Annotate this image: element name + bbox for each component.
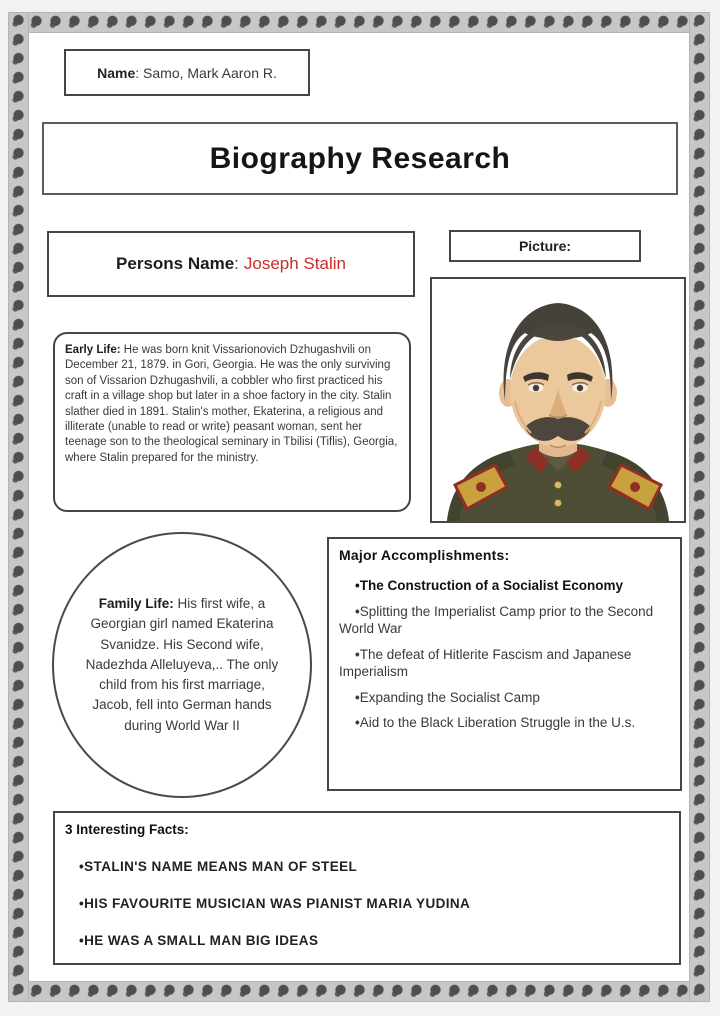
picture-label: Picture: — [518, 238, 572, 254]
decorative-border-top — [8, 12, 710, 33]
family-life-text: His first wife, a Georgian girl named Ekaterina Svanidze. His Second wife, Nadezhda Alleluyeva,.. The only child from his first marriage, Jacob, fell into German hands during World War II — [85, 596, 279, 733]
persons-name-field — [47, 231, 415, 297]
family-life-section — [52, 532, 312, 798]
picture-label-box — [449, 230, 641, 262]
accomplishment-item: • Splitting the Imperialist Camp prior to the Second World War — [339, 603, 670, 638]
family-life-label: Family Life: — [98, 596, 174, 612]
accomplishment-item: • The Construction of a Socialist Economy — [339, 577, 670, 595]
fact-item: • HE WAS A SMALL MAN BIG IDEAS — [79, 933, 669, 948]
persons-name-separator: : — [234, 254, 239, 273]
early-life-section — [53, 332, 411, 512]
decorative-border-right — [689, 12, 710, 1002]
interesting-facts-section — [53, 811, 681, 965]
accomplishment-item: • Expanding the Socialist Camp — [339, 689, 670, 707]
decorative-border-left — [8, 12, 29, 1002]
student-name-value: : Samo, Mark Aaron R. — [135, 64, 277, 81]
fact-item: • STALIN'S NAME MEANS MAN OF STEEL — [79, 859, 669, 874]
persons-name-label: Persons Name — [116, 254, 235, 273]
decorative-border-bottom — [8, 981, 710, 1002]
student-name-field — [64, 49, 310, 96]
accomplishment-item: • Aid to the Black Liberation Struggle in the U.s. — [339, 714, 670, 732]
page-title: Biography Research — [209, 141, 511, 175]
major-accomplishments-title: Major Accomplishments: — [339, 547, 510, 563]
major-accomplishments-list — [339, 577, 670, 732]
stalin-portrait-image — [437, 289, 679, 521]
major-accomplishments-section — [327, 537, 682, 791]
student-name-label: Name — [97, 64, 136, 81]
title-box — [42, 122, 678, 195]
accomplishment-item: • The defeat of Hitlerite Fascism and Japanese Imperialism — [339, 646, 670, 681]
early-life-label: Early Life: — [65, 344, 121, 356]
interesting-facts-title: 3 Interesting Facts: — [65, 822, 189, 837]
fact-item: • HIS FAVOURITE MUSICIAN WAS PIANIST MARIA YUDINA — [79, 896, 669, 911]
portrait-frame — [430, 277, 686, 523]
persons-name-value: Joseph Stalin — [243, 254, 346, 273]
early-life-text: He was born knit Vissarionovich Dzhugashvili on December 21, 1879. in Gori, Georgia. He was the only surviving son of Vissarion Dzhugashvili, a cobbler who first practiced his craft in a village shop but later in a shoe factory in the city. Stalin slather died in 1891. Stalin's mother, Ekaterina, a religious and illiterate (unable to read or write) peasant woman, sent her teenage son to the theological seminary in Tbilisi (Tiflis), Georgia, where Stalin prepared for the ministry. — [65, 344, 398, 464]
